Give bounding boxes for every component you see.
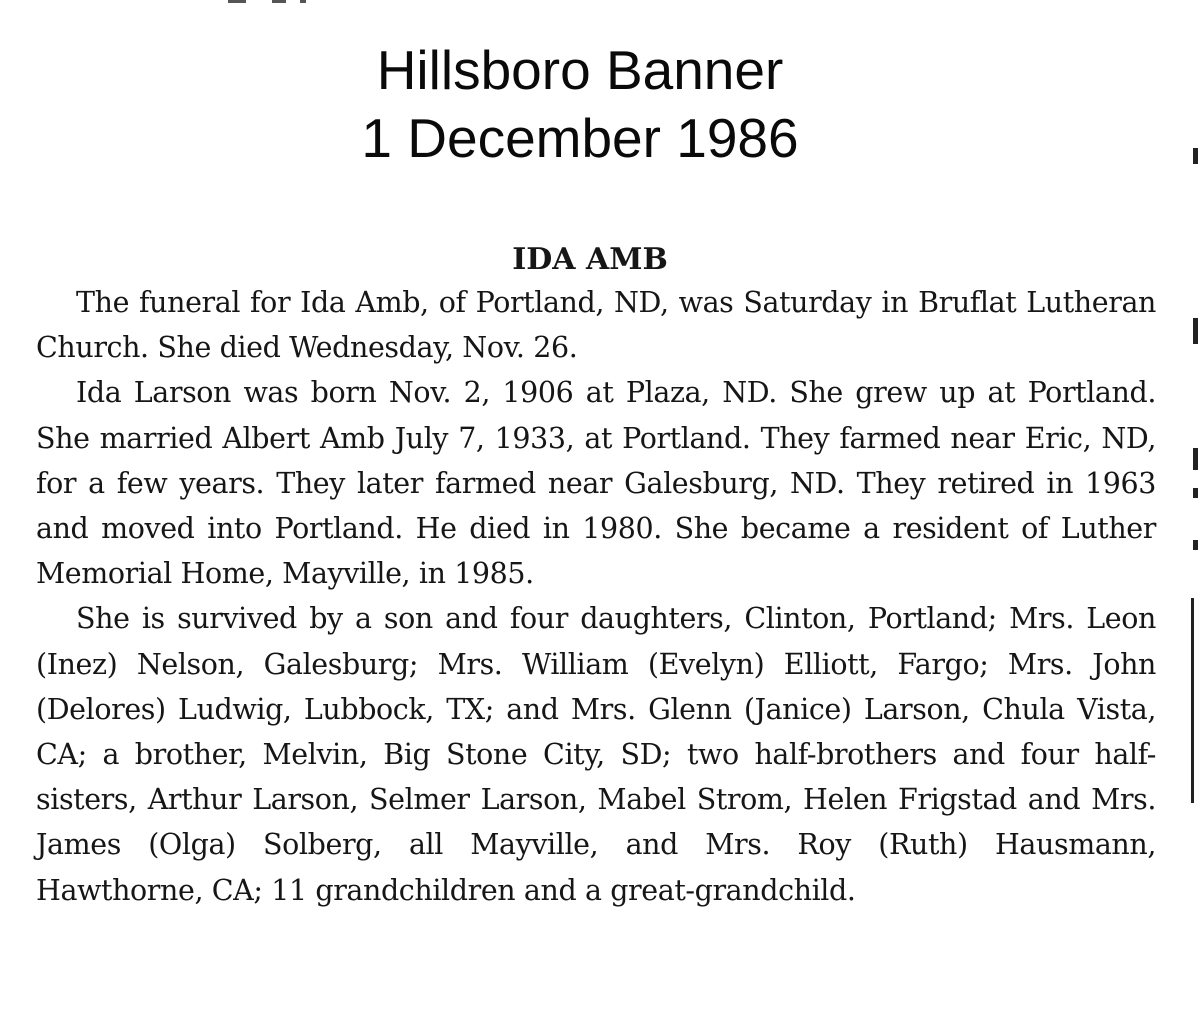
adjacent-column-fragment [1188, 0, 1200, 1017]
obituary-clipping [36, 240, 1156, 913]
clipping-edge-marks [228, 0, 308, 4]
obituary-paragraph: She is survived by a son and four daughters, Clinton, Portland; Mrs. Leon (Inez) Nelson, Galesburg; Mrs. William (Evelyn) Elliott, Fargo; Mrs. John (Delores) Ludwig, Lubbock, TX; and Mrs. Glenn (Janice) Larson, Chula Vista, CA; a brother, Melvin, Big Stone City, SD; two half-brothers and four half-sisters, Arthur Larson, Selmer Larson, Mabel Strom, Helen Frigstad and Mrs. James (Olga) Solberg, all Mayville, and Mrs. Roy (Ruth) Hausmann, Hawthorne, CA; 11 grandchildren and a great-grandchild. [36, 602, 1156, 907]
obituary-paragraph: The funeral for Ida Amb, of Portland, ND, was Saturday in Bruflat Lutheran Church. She died Wednesday, Nov. 26. [36, 286, 1156, 365]
obituary-title: IDA AMB [512, 242, 668, 277]
obituary-paragraph: Ida Larson was born Nov. 2, 1906 at Plaza, ND. She grew up at Portland. She married Albert Amb July 7, 1933, at Portland. They farmed near Eric, ND, for a few years. They later farmed near Galesburg, ND. They retired in 1963 and moved into Portland. He died in 1980. She became a resident of Luther Memorial Home, Mayville, in 1985. [36, 376, 1156, 591]
clipping-caption [0, 36, 1160, 172]
publication-date: 1 December 1986 [361, 107, 799, 169]
publication-name: Hillsboro Banner [376, 39, 784, 101]
